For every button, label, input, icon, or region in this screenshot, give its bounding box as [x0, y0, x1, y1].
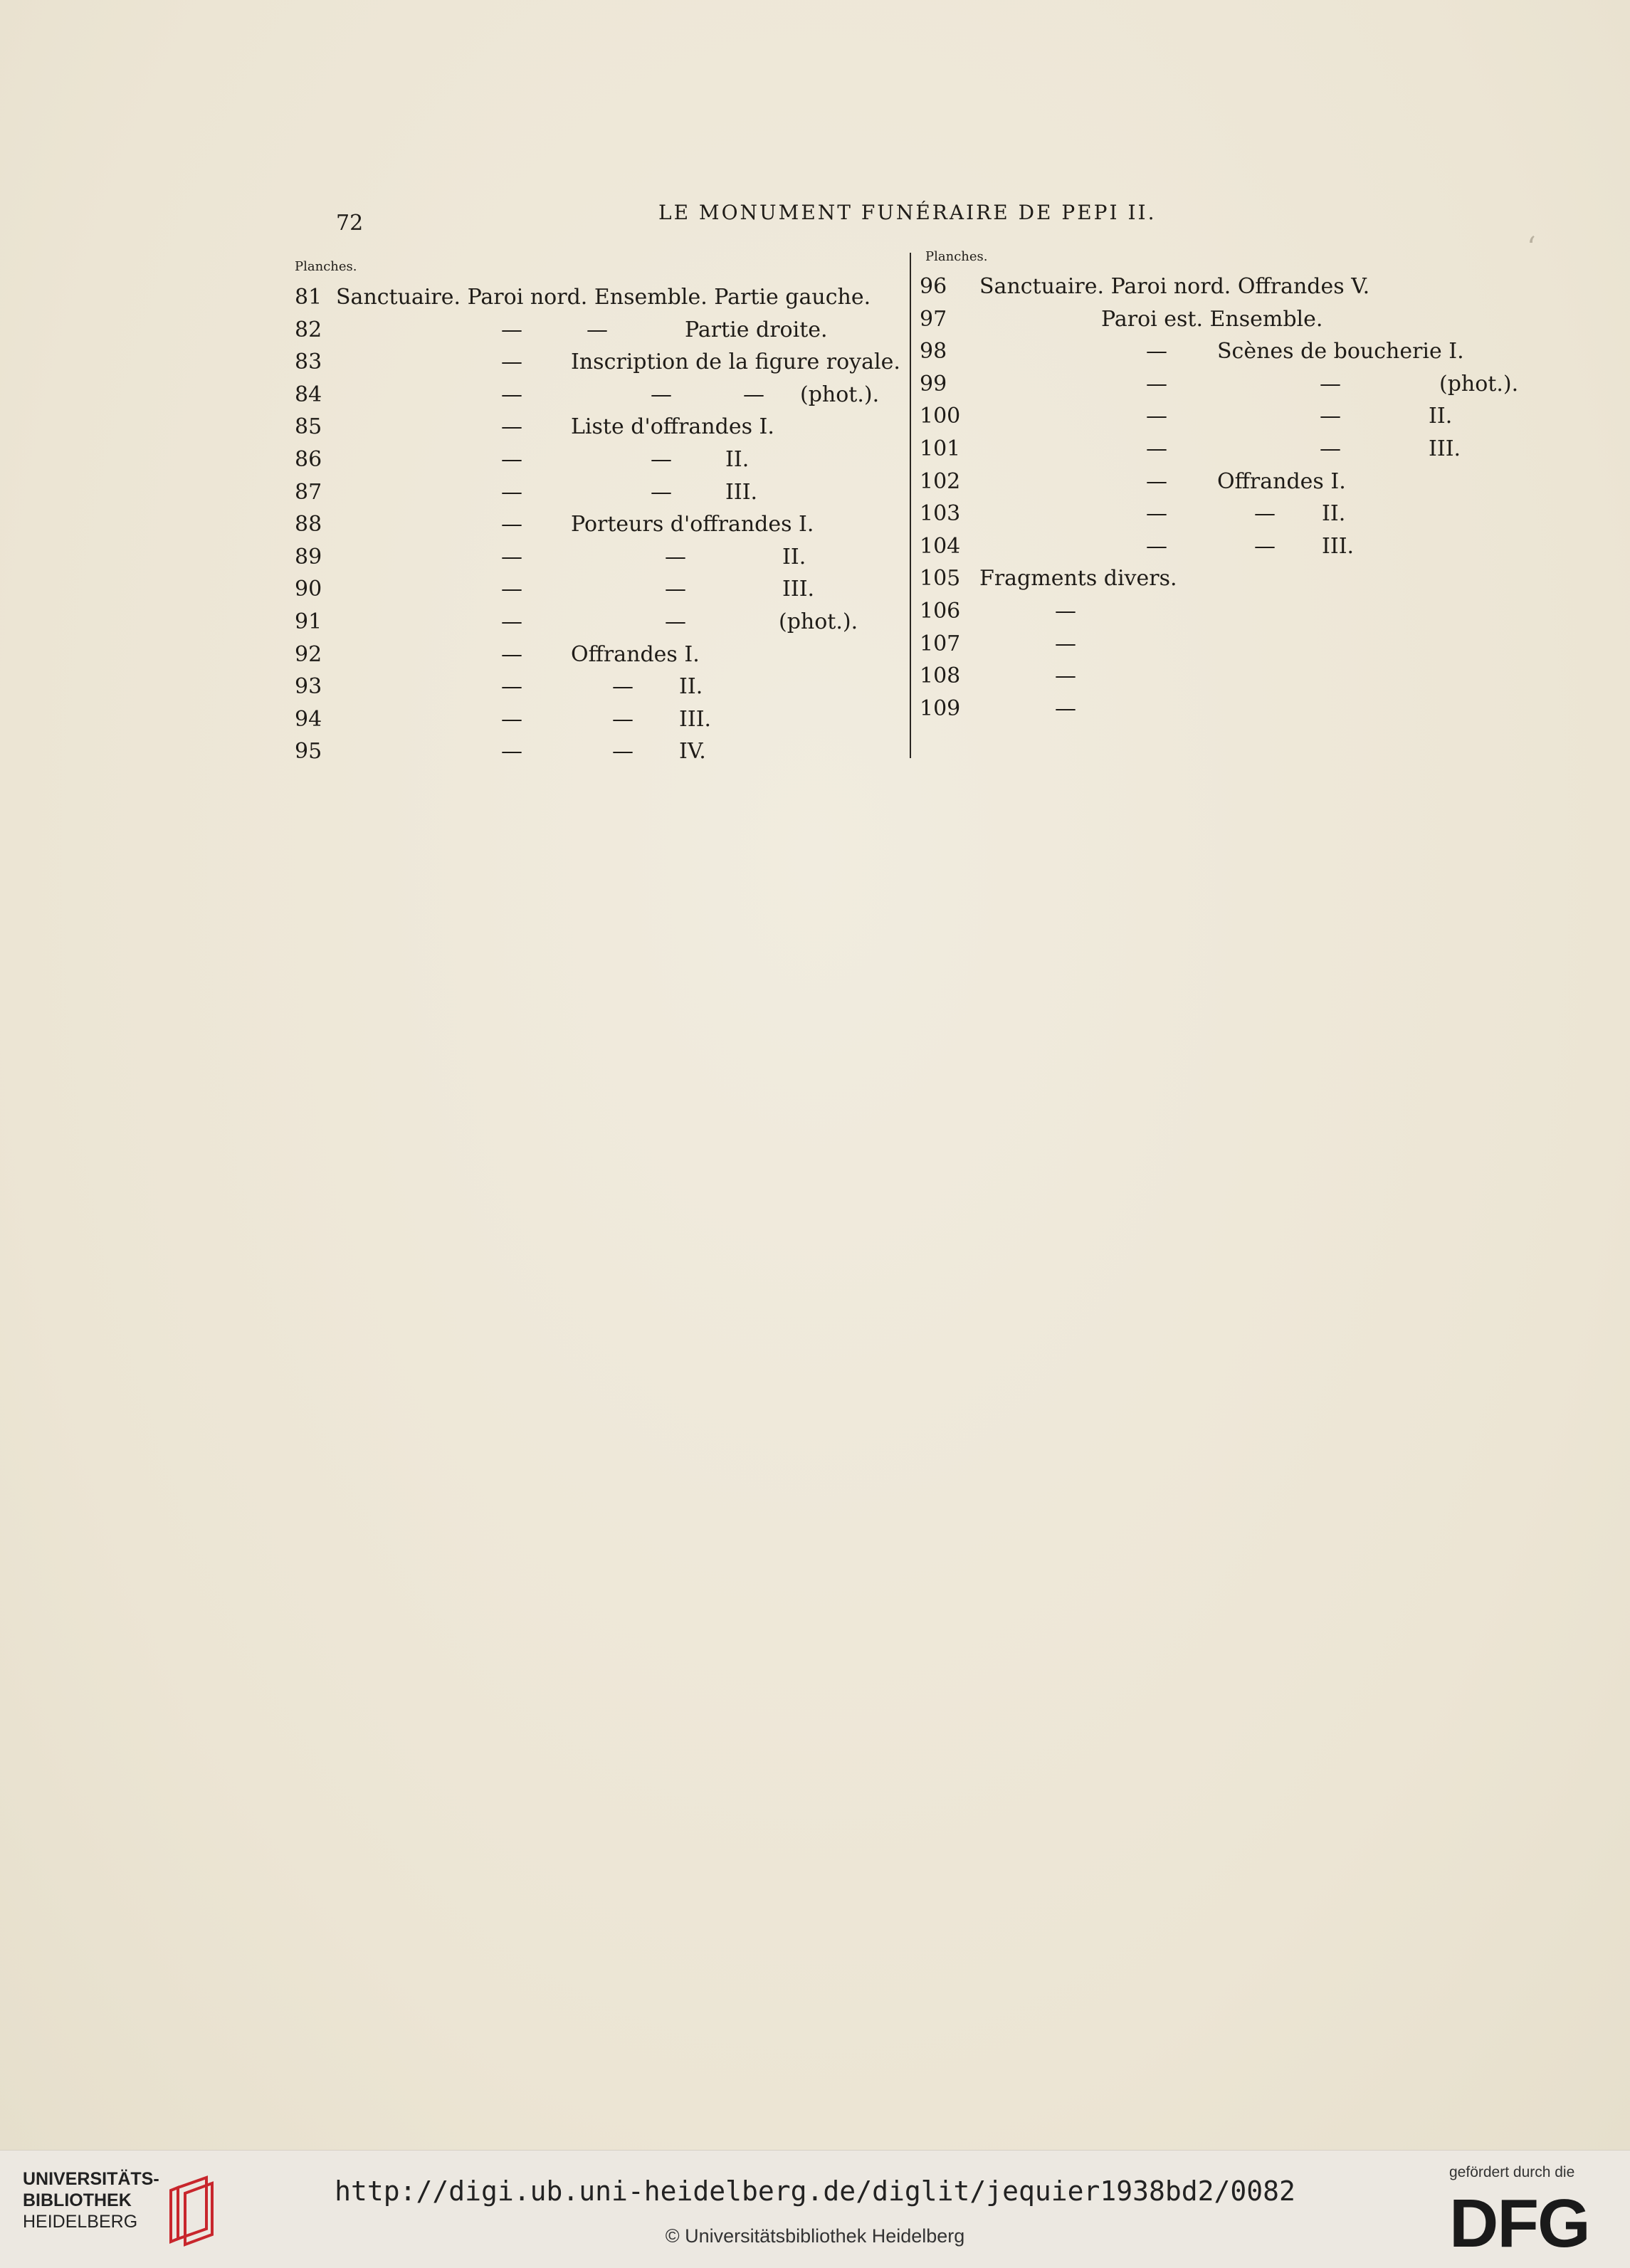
ditto-dash: — — [1146, 501, 1167, 526]
ditto-dash: — — [501, 674, 522, 699]
plate-description: Porteurs d'offrandes I. — [571, 512, 814, 537]
plate-description: Paroi est. Ensemble. — [1101, 307, 1323, 332]
ditto-dash: — — [501, 382, 522, 407]
plate-description: Sanctuaire. Paroi nord. Ensemble. Partie gauche. — [336, 285, 871, 310]
ditto-dash: — — [501, 609, 522, 634]
plate-number: 82 — [295, 317, 322, 342]
ditto-dash: — — [1146, 404, 1167, 429]
ditto-dash: — — [665, 609, 686, 634]
plate-number: 84 — [295, 382, 322, 407]
plate-number: 104 — [920, 534, 961, 559]
copyright-notice: © Universitätsbibliothek Heidelberg — [665, 2225, 965, 2247]
ditto-dash: — — [501, 414, 522, 439]
ditto-dash: — — [501, 642, 522, 667]
ditto-dash: — — [501, 545, 522, 569]
plate-number: 88 — [295, 512, 322, 537]
plate-number: 93 — [295, 674, 322, 699]
ditto-dash: — — [651, 447, 672, 472]
plate-description: Offrandes I. — [571, 642, 700, 667]
ditto-dash: — — [1146, 469, 1167, 494]
plate-number: 105 — [920, 566, 961, 591]
plate-number: 106 — [920, 599, 961, 624]
plate-number: 99 — [920, 372, 947, 397]
plate-description: (phot.). — [779, 609, 858, 634]
plate-description: II. — [1429, 404, 1453, 429]
dfg-logo: DFG — [1449, 2185, 1589, 2262]
plate-description: III. — [679, 707, 712, 732]
plate-number: 98 — [920, 339, 947, 364]
plate-number: 96 — [920, 274, 947, 299]
plate-description: Fragments divers. — [979, 566, 1177, 591]
ditto-dash: — — [1055, 696, 1076, 721]
plate-number: 89 — [295, 545, 322, 569]
ditto-dash: — — [1055, 599, 1076, 624]
plate-description: Partie droite. — [685, 317, 828, 342]
ditto-dash: — — [501, 512, 522, 537]
ditto-dash: — — [501, 739, 522, 764]
ditto-dash: — — [612, 707, 633, 732]
page-mark: ʻ — [1527, 231, 1536, 264]
ditto-dash: — — [612, 739, 633, 764]
plate-description: II. — [782, 545, 806, 569]
plate-description: (phot.). — [800, 382, 880, 407]
plate-description: Scènes de boucherie I. — [1217, 339, 1464, 364]
ditto-dash: — — [651, 382, 672, 407]
plate-number: 94 — [295, 707, 322, 732]
plate-description: III. — [1429, 436, 1461, 461]
page-number: 72 — [336, 211, 364, 236]
plate-number: 107 — [920, 631, 961, 656]
ditto-dash: — — [501, 317, 522, 342]
plate-description: II. — [725, 447, 750, 472]
ditto-dash: — — [587, 317, 608, 342]
plate-description: (phot.). — [1439, 372, 1519, 397]
plate-number: 86 — [295, 447, 322, 472]
plate-description: III. — [782, 577, 815, 602]
ditto-dash: — — [1254, 501, 1276, 526]
library-line-2: BIBLIOTHEK — [23, 2190, 132, 2210]
footer-bar — [0, 2150, 1630, 2268]
plate-number: 91 — [295, 609, 322, 634]
ditto-dash: — — [1146, 339, 1167, 364]
plate-number: 101 — [920, 436, 961, 461]
ditto-dash: — — [665, 577, 686, 602]
ditto-dash: — — [1254, 534, 1276, 559]
library-line-1: UNIVERSITÄTS- — [23, 2169, 159, 2189]
column-divider — [910, 253, 911, 758]
ditto-dash: — — [743, 382, 764, 407]
plate-number: 102 — [920, 469, 961, 494]
right-column-caption: Planches. — [925, 249, 988, 264]
ditto-dash: — — [501, 350, 522, 374]
running-title: LE MONUMENT FUNÉRAIRE DE PEPI II. — [658, 201, 1157, 224]
ditto-dash: — — [665, 545, 686, 569]
ditto-dash: — — [1055, 663, 1076, 688]
plate-description: Sanctuaire. Paroi nord. Offrandes V. — [979, 274, 1370, 299]
plate-number: 90 — [295, 577, 322, 602]
ditto-dash: — — [1055, 631, 1076, 656]
funding-label: gefördert durch die — [1449, 2164, 1575, 2180]
ditto-dash: — — [1146, 372, 1167, 397]
plate-number: 85 — [295, 414, 322, 439]
plate-number: 87 — [295, 480, 322, 505]
ditto-dash: — — [612, 674, 633, 699]
ditto-dash: — — [1146, 436, 1167, 461]
ditto-dash: — — [651, 480, 672, 505]
plate-number: 108 — [920, 663, 961, 688]
ditto-dash: — — [501, 577, 522, 602]
ditto-dash: — — [1320, 404, 1341, 429]
ditto-dash: — — [1320, 372, 1341, 397]
plate-description: II. — [1322, 501, 1346, 526]
plate-description: Liste d'offrandes I. — [571, 414, 774, 439]
ditto-dash: — — [1146, 534, 1167, 559]
ditto-dash: — — [1320, 436, 1341, 461]
ditto-dash: — — [501, 707, 522, 732]
plate-number: 83 — [295, 350, 322, 374]
plate-number: 97 — [920, 307, 947, 332]
plate-number: 100 — [920, 404, 961, 429]
plate-description: Offrandes I. — [1217, 469, 1346, 494]
plate-description: Inscription de la figure royale. — [571, 350, 900, 374]
plate-number: 103 — [920, 501, 961, 526]
plate-description: IV. — [679, 739, 706, 764]
plate-description: III. — [725, 480, 758, 505]
ditto-dash: — — [501, 480, 522, 505]
plate-description: III. — [1322, 534, 1355, 559]
left-column-caption: Planches. — [295, 259, 357, 274]
plate-number: 92 — [295, 642, 322, 667]
library-line-3: HEIDELBERG — [23, 2212, 138, 2232]
permalink-url[interactable]: http://digi.ub.uni-heidelberg.de/diglit/jequier1938bd2/0082 — [335, 2175, 1295, 2207]
plate-number: 109 — [920, 696, 961, 721]
plate-description: II. — [679, 674, 703, 699]
ditto-dash: — — [501, 447, 522, 472]
plate-number: 95 — [295, 739, 322, 764]
plate-number: 81 — [295, 285, 322, 310]
